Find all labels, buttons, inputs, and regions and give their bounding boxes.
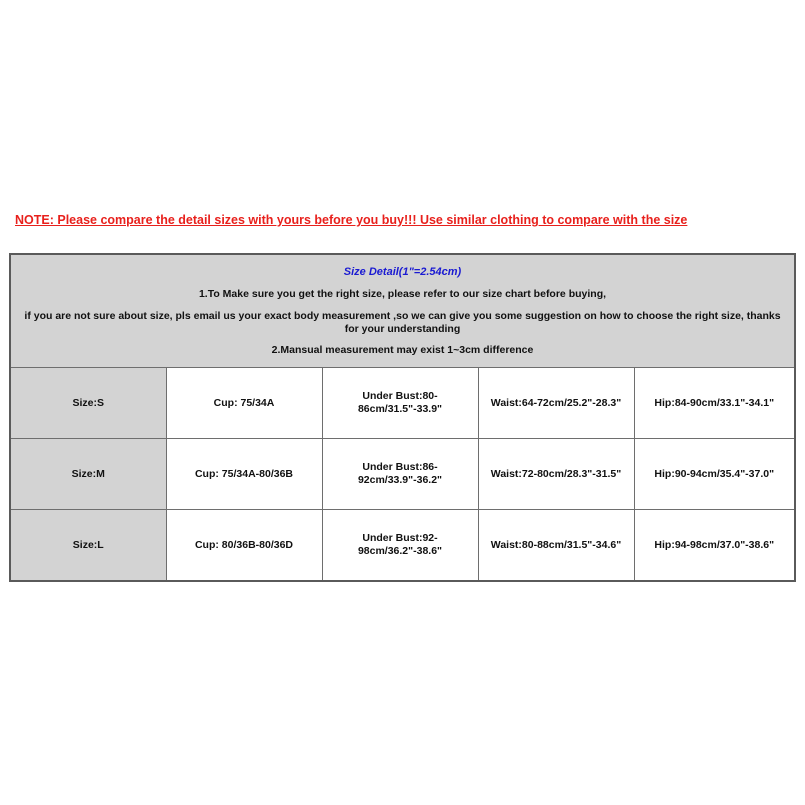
size-instruction-1: 1.To Make sure you get the right size, please refer to our size chart before buying,: [198, 287, 607, 300]
size-label: Size:M: [10, 439, 166, 510]
size-label: Size:S: [10, 368, 166, 439]
hip-cell: Hip:84-90cm/33.1"-34.1": [634, 368, 795, 439]
size-chart-title: Size Detail(1"=2.54cm): [343, 265, 462, 278]
size-instruction-2: if you are not sure about size, pls email us your exact body measurement ,so we can give you some suggestion on how to choose the right size, thanks for your understanding: [24, 309, 781, 335]
cup-cell: Cup: 75/34A-80/36B: [166, 439, 322, 510]
size-chart-table: [9, 253, 796, 582]
size-instruction-3: 2.Mansual measurement may exist 1~3cm difference: [271, 343, 534, 356]
waist-cell: Waist:72-80cm/28.3"-31.5": [478, 439, 634, 510]
size-note: NOTE: Please compare the detail sizes with yours before you buy!!! Use similar clothing to compare with the size: [15, 213, 688, 227]
table-row: [10, 439, 795, 510]
table-row: [10, 368, 795, 439]
size-chart-header-row: [10, 254, 795, 368]
table-row: [10, 510, 795, 582]
under-bust-cell: Under Bust:86-92cm/33.9"-36.2": [322, 439, 478, 510]
cup-cell: Cup: 75/34A: [166, 368, 322, 439]
waist-cell: Waist:80-88cm/31.5"-34.6": [478, 510, 634, 582]
size-chart-header: [10, 254, 795, 368]
under-bust-cell: Under Bust:92-98cm/36.2"-38.6": [322, 510, 478, 582]
waist-cell: Waist:64-72cm/25.2"-28.3": [478, 368, 634, 439]
under-bust-cell: Under Bust:80-86cm/31.5"-33.9": [322, 368, 478, 439]
size-label: Size:L: [10, 510, 166, 582]
hip-cell: Hip:94-98cm/37.0"-38.6": [634, 510, 795, 582]
hip-cell: Hip:90-94cm/35.4"-37.0": [634, 439, 795, 510]
cup-cell: Cup: 80/36B-80/36D: [166, 510, 322, 582]
